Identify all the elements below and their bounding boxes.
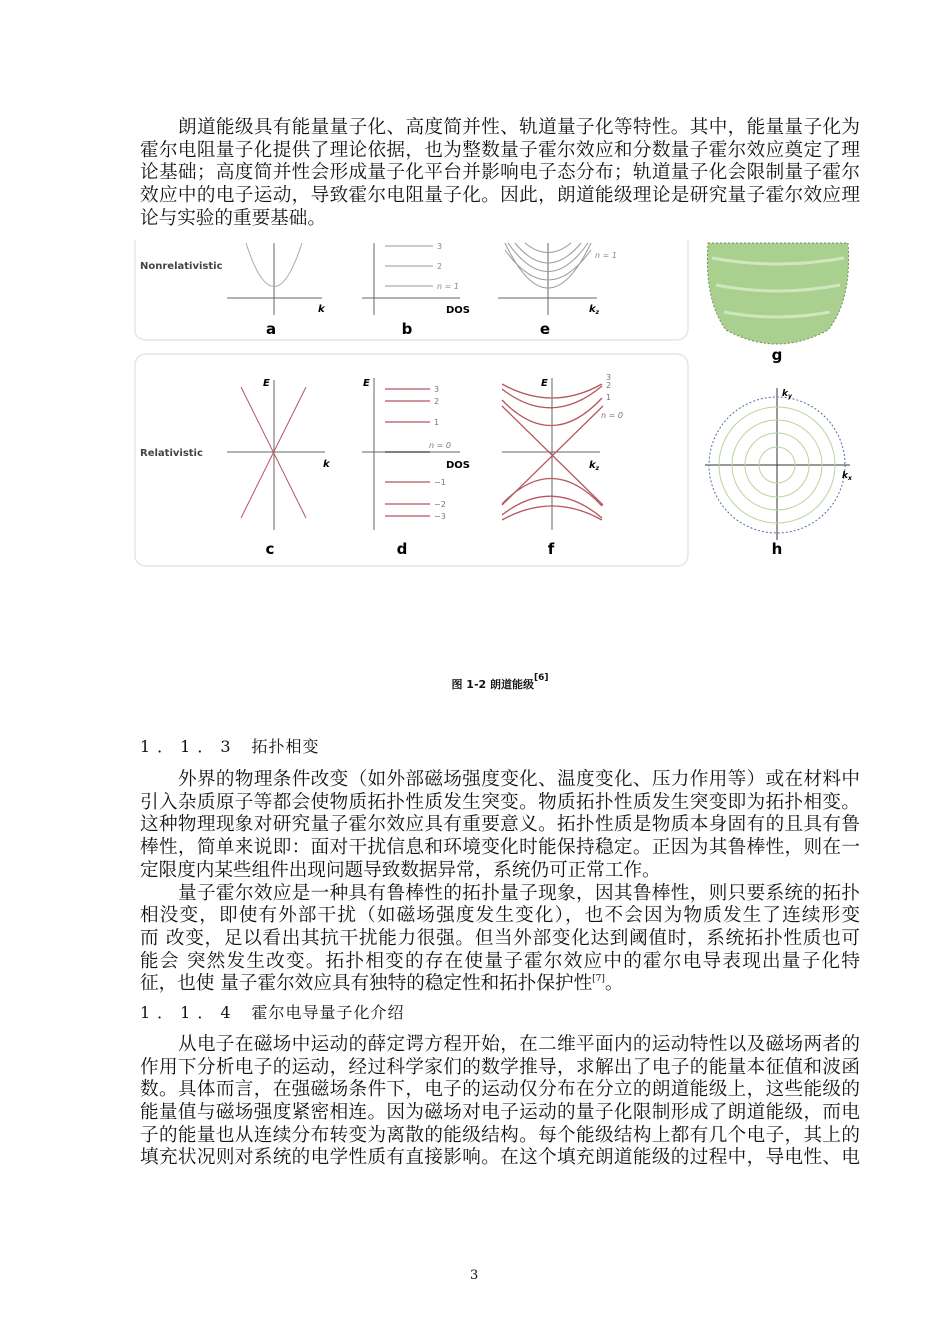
text-line: 量子霍尔效应是一种具有鲁棒性的拓扑量子现象，因其鲁棒性，则只要系统的拓扑 — [178, 882, 860, 904]
caption-ref[interactable]: [6] — [534, 673, 549, 683]
text-line: 论与实验的重要基础。 — [140, 207, 326, 229]
landau-levels-figure — [130, 240, 860, 570]
text-line: 效应中的电子运动，导致霍尔电阻量子化。因此，朗道能级理论是研究量子霍尔效应理 — [140, 185, 860, 207]
intro-paragraph — [140, 117, 860, 230]
text-line: 填充状况则对系统的电学性质有直接影响。在这个填充朗道能级的过程中，导电性、电 — [140, 1147, 860, 1169]
f-level-label: n = 0 — [601, 411, 623, 420]
axis-label-E: E — [541, 378, 548, 389]
panel-letter-e: e — [539, 320, 551, 338]
page-number: 3 — [470, 1268, 479, 1283]
text-line: 棒性，简单来说即：面对干扰信息和环境变化时能保持稳定。正因为其鲁棒性，则在一 — [140, 837, 860, 859]
axis-label-dos: DOS — [445, 305, 471, 316]
text-line: 外界的物理条件改变（如外部磁场强度变化、温度变化、压力作用等）或在材料中 — [178, 769, 860, 790]
axis-label-E: E — [363, 378, 370, 389]
text-line: 论基础；高度简并性会形成量子化平台并影响电子态分布；轨道量子化会限制量子霍尔 — [140, 162, 860, 184]
text-line: 定限度内某些组件出现问题导致数据异常，系统仍可正常工作。 — [140, 859, 661, 881]
panel-letter-b: b — [401, 320, 413, 338]
panel-letter-g: g — [771, 346, 783, 364]
section-heading-1-1-3 — [140, 734, 320, 757]
paragraph-qhe-robustness-end — [140, 973, 860, 996]
section-number: 1．1．3 — [140, 737, 238, 756]
text-line: 数。具体而言，在强磁场条件下，电子的运动仅分布在分立的朗道能级上，这些能级的 — [140, 1079, 860, 1101]
text-line: 能量值与磁场强度紧密相连。因为磁场对电子运动的量子化限制形成了朗道能级，而电 — [140, 1102, 860, 1124]
panel-a — [227, 243, 322, 315]
row-label-relativistic: Relativistic — [140, 448, 203, 459]
section-heading-1-1-4 — [140, 1000, 405, 1023]
text-line: 作用下分析电子的运动，经过科学家们的数学推导，求解出了电子的能量本征值和波函 — [140, 1056, 860, 1078]
paragraph-topological-transition — [140, 769, 860, 882]
panel-e — [498, 243, 597, 315]
b-level-label: 2 — [437, 262, 443, 271]
axis-label-E: E — [263, 378, 270, 389]
paragraph-qhe-robustness — [140, 883, 860, 974]
axis-label-ky: $k_y$ — [782, 389, 792, 400]
text-line: 这种物理现象对研究量子霍尔效应具有重要意义。拓扑性质是物质本身固有的且具有鲁 — [140, 814, 860, 836]
panel-letter-d: d — [396, 540, 408, 558]
e-level-label: n = 1 — [595, 251, 617, 260]
text-line: 征，也使 量子霍尔效应具有独特的稳定性和拓扑保护性[7]。 — [140, 973, 624, 995]
section-title: 拓扑相变 — [251, 737, 320, 756]
text-line: 能会 突然发生改变。拓扑相变的存在使量子霍尔效应中的霍尔电导表现出量子化特 — [140, 950, 860, 972]
axis-label-k: k — [318, 304, 325, 315]
citation-ref[interactable]: [7] — [592, 974, 605, 985]
text-line: 朗道能级具有能量量子化、高度简并性、轨道量子化等特性。其中，能量量子化为 — [178, 117, 860, 138]
row-label-nonrelativistic: Nonrelativistic — [140, 261, 223, 272]
panel-letter-a: a — [265, 320, 277, 338]
text-line: 相没变，即使有外部干扰（如磁场强度发生变化），也不会因为物质发生了连续形变 — [140, 905, 860, 927]
d-level-label: −3 — [434, 512, 446, 521]
section-title: 霍尔电导量子化介绍 — [251, 1003, 405, 1022]
text-line: 子的能量也从连续分布转变为离散的能级结构。每个能级结构上都有几个电子，其上的 — [140, 1124, 860, 1146]
d-level-label: 1 — [434, 418, 440, 427]
text-line: 引入杂质原子等都会使物质拓扑性质发生突变。物质拓扑性质发生突变即为拓扑相变。 — [140, 791, 860, 813]
panel-h — [705, 388, 850, 540]
axis-label-kz: $k_z$ — [589, 304, 600, 316]
axis-label-dos: DOS — [445, 460, 471, 471]
d-level-label: 2 — [434, 397, 440, 406]
figure-caption — [0, 673, 950, 692]
d-level-label: −1 — [434, 478, 446, 487]
text-line: 而 改变，足以看出其抗干扰能力很强。但当外部变化达到阈值时，系统拓扑性质也可 — [140, 927, 860, 949]
caption-text: 图 1-2 朗道能级 — [451, 678, 535, 691]
panel-letter-f: f — [547, 540, 555, 558]
paragraph-hall-conductance — [140, 1034, 860, 1170]
b-level-label: n = 1 — [437, 282, 459, 291]
f-level-label: 2 — [606, 381, 612, 390]
d-level-label: −2 — [434, 500, 446, 509]
panel-letter-h: h — [771, 540, 783, 558]
axis-label-k: k — [323, 459, 330, 470]
section-number: 1．1．4 — [140, 1003, 238, 1022]
panel-g-sphere — [707, 243, 848, 344]
panel-letter-c: c — [265, 540, 275, 558]
f-level-label: 1 — [606, 393, 612, 402]
b-level-label: 3 — [437, 242, 443, 251]
d-level-label: 3 — [434, 385, 440, 394]
panel-f — [502, 378, 603, 530]
axis-label-kz: $k_z$ — [589, 460, 600, 472]
text-line: 从电子在磁场中运动的薛定谔方程开始，在二维平面内的运动特性以及磁场两者的 — [178, 1034, 860, 1055]
axis-label-kx: $k_x$ — [842, 471, 852, 482]
f-level-label: 3 — [606, 373, 612, 382]
d-level-label: n = 0 — [429, 441, 451, 450]
panel-c — [227, 380, 325, 530]
text-line: 霍尔电阻量子化提供了理论依据，也为整数量子霍尔效应和分数量子霍尔效应奠定了理 — [140, 139, 860, 161]
